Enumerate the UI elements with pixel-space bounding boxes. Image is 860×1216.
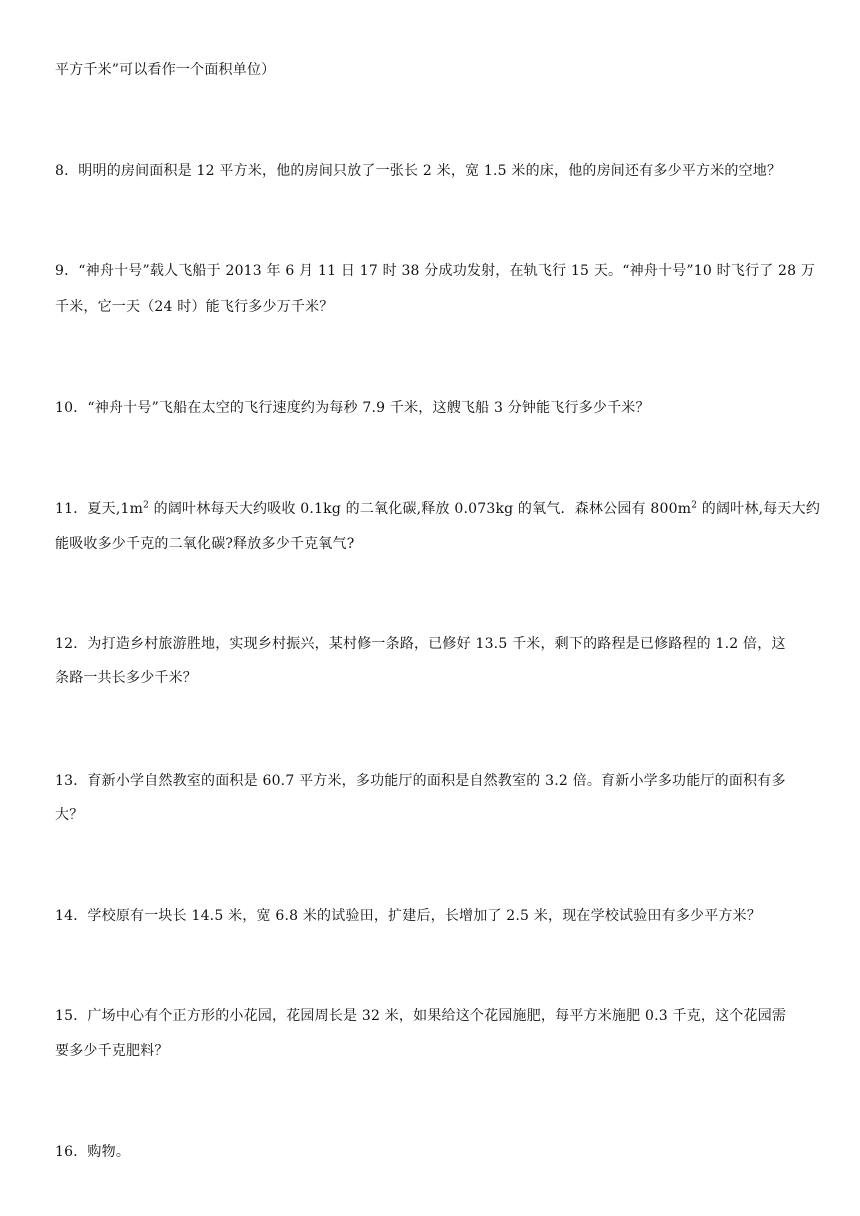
question-11-part-2: 的阔叶林每天大约吸收 0.1kg 的二氧化碳,释放 0.073kg 的氧气．森林公园有 800m — [149, 501, 692, 517]
question-9-line-2: 千米，它一天（24 时）能飞行多少万千米？ — [55, 299, 334, 315]
superscript-2: 2 — [691, 500, 698, 511]
question-10: 10．“神舟十号”飞船在太空的飞行速度约为每秒 7.9 千米，这艘飞船 3 分钟能飞行多少千米？ — [55, 400, 650, 416]
question-8: 8．明明的房间面积是 12 平方米，他的房间只放了一张长 2 米，宽 1.5 米的床，他的房间还有多少平方米的空地？ — [55, 163, 782, 179]
question-11-part-1: 11．夏天,1m — [55, 501, 144, 517]
question-11-line-1 — [55, 499, 821, 519]
question-12-line-1: 12．为打造乡村旅游胜地，实现乡村振兴，某村修一条路，已修好 13.5 千米，剩下的路程是已修路程的 1.2 倍，这 — [55, 636, 786, 652]
question-13-line-1: 13．育新小学自然教室的面积是 60.7 平方米，多功能厅的面积是自然教室的 3.2 倍。育新小学多功能厅的面积有多 — [55, 773, 786, 789]
text-line-continuation: 平方千米”可以看作一个面积单位） — [55, 62, 276, 78]
superscript-1: 2 — [143, 500, 149, 511]
question-11-line-2: 能吸收多少千克的二氧化碳?释放多少千克氧气? — [55, 536, 355, 552]
question-15-line-2: 要多少千克肥料？ — [55, 1043, 169, 1059]
question-13-line-2: 大？ — [55, 807, 84, 823]
question-9-line-1: 9．“神舟十号”载人飞船于 2013 年 6 月 11 日 17 时 38 分成功发射，在轨飞行 15 天。“神舟十号”10 时飞行了 28 万 — [55, 263, 816, 279]
question-14: 14．学校原有一块长 14.5 米，宽 6.8 米的试验田，扩建后，长增加了 2.5 米，现在学校试验田有多少平方米？ — [55, 908, 762, 924]
question-11-part-3: 的阔叶林,每天大约 — [697, 501, 821, 517]
question-15-line-1: 15．广场中心有个正方形的小花园，花园周长是 32 米，如果给这个花园施肥，每平方米施肥 0.3 千克，这个花园需 — [55, 1008, 787, 1024]
question-16: 16．购物。 — [55, 1144, 131, 1160]
question-12-line-2: 条路一共长多少千米？ — [55, 670, 197, 686]
